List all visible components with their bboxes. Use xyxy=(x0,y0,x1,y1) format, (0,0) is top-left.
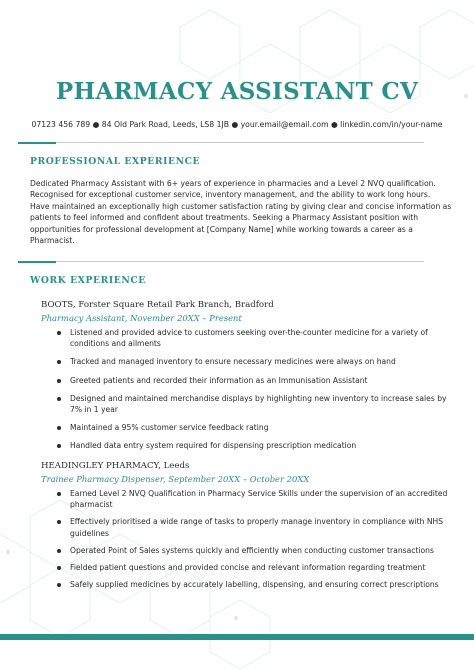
bullet-icon xyxy=(57,549,61,553)
list-item: Maintained a 95% customer service feedback rating xyxy=(70,422,450,433)
bullet-icon xyxy=(57,426,61,430)
bullet-icon xyxy=(57,492,61,496)
list-item: Handled data entry system required for dispensing prescription medication xyxy=(70,440,450,451)
job-duties-list xyxy=(70,488,450,590)
contact-details: 07123 456 789 ● 84 Old Park Road, Leeds, LS8 1JB ● your.email@email.com ● linkedin.com/in/your-name xyxy=(31,120,443,129)
list-item: Effectively prioritised a wide range of tasks to properly manage inventory in compliance with NHS guidelines xyxy=(70,516,450,538)
page-title: PHARMACY ASSISTANT CV xyxy=(55,78,419,105)
job-duties-list xyxy=(70,327,450,452)
job-employer: HEADINGLEY PHARMACY, Leeds xyxy=(41,461,190,471)
section-heading-professional: PROFESSIONAL EXPERIENCE xyxy=(30,156,201,167)
list-item: Operated Point of Sales systems quickly and efficiently when conducting customer transactions xyxy=(70,545,450,556)
bullet-icon xyxy=(57,331,61,335)
job-role: Pharmacy Assistant, November 20XX – Present xyxy=(41,313,242,323)
bullet-icon xyxy=(57,379,61,383)
section-divider-accent xyxy=(18,261,56,263)
professional-summary: Dedicated Pharmacy Assistant with 6+ years of experience in pharmacies and a Level 2 NVQ qualification. Recognised for exceptional customer service, inventory management, and the ability to work long hours. Have maintained an exceptionally high customer satisfaction rating by giving clear and concise information as patients to feel informed and confident about treatments. Seeking a Pharmacy Assistant position with opportunities for professional development at [Company Name] while working towards a career as a Pharmacist. xyxy=(30,179,452,246)
bullet-icon xyxy=(57,520,61,524)
list-item: Listened and provided advice to customers seeking over-the-counter medicine for a variety of conditions and ailments xyxy=(70,327,450,349)
list-item: Greeted patients and recorded their information as an Immunisation Assistant xyxy=(70,375,450,386)
list-item: Safely supplied medicines by accurately labelling, dispensing, and ensuring correct prescriptions xyxy=(70,579,450,590)
list-item: Tracked and managed inventory to ensure necessary medicines were always on hand xyxy=(70,356,450,367)
list-item: Designed and maintained merchandise displays by highlighting new inventory to increase sales by 7% in 1 year xyxy=(70,393,450,415)
bullet-icon xyxy=(57,444,61,448)
bullet-icon xyxy=(57,397,61,401)
bullet-icon xyxy=(57,360,61,364)
bullet-icon xyxy=(57,583,61,587)
list-item: Fielded patient questions and provided concise and relevant information regarding treatment xyxy=(70,562,450,573)
section-heading-work: WORK EXPERIENCE xyxy=(30,275,146,286)
bullet-icon xyxy=(57,566,61,570)
section-divider-accent xyxy=(18,142,56,144)
list-item: Earned Level 2 NVQ Qualification in Pharmacy Service Skills under the supervision of an accredited pharmacist xyxy=(70,488,450,510)
job-employer: BOOTS, Forster Square Retail Park Branch, Bradford xyxy=(41,300,274,310)
job-role: Trainee Pharmacy Dispenser, September 20XX – October 20XX xyxy=(41,474,310,484)
section-divider xyxy=(56,261,424,262)
footer-bar xyxy=(0,634,474,640)
section-divider xyxy=(56,142,424,143)
